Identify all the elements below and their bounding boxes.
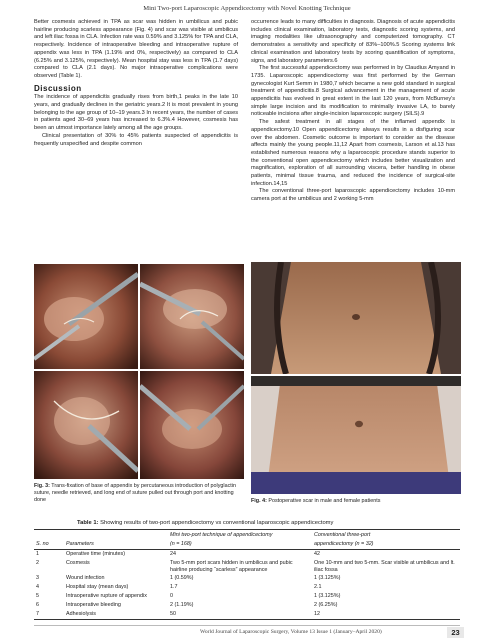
left-column — [34, 19, 238, 148]
cell-cla: 12 — [312, 610, 460, 619]
fig4-caption — [251, 498, 461, 505]
header-tpa: Mini two-port technique of appendicectomy — [168, 530, 312, 540]
cell-cla: 42 — [314, 550, 320, 557]
fig4-photo-male — [251, 262, 461, 374]
cell-sno: 7 — [34, 610, 64, 619]
fig4-photo-female — [251, 376, 461, 494]
cell-tpa: 1 (0.59%) — [170, 575, 194, 582]
cell-param: Operative time (minutes) — [66, 550, 126, 557]
cell-cla: One 10-mm and two 5-mm. Scar visible at umbilicus and lt. iliac fossa — [314, 559, 455, 573]
fig3-caption — [34, 483, 244, 504]
cell-param: Intraoperative bleeding — [66, 602, 121, 609]
cell-cla: 1 (3.125%) — [314, 593, 341, 600]
cell-tpa: Two 5-mm port scars hidden in umbilicus and pubic hairline producing “scarless” appearance — [170, 559, 293, 573]
header-param: Parameters — [64, 540, 168, 549]
table-header-row — [34, 540, 460, 549]
table-row — [34, 583, 460, 592]
table-row — [34, 549, 460, 558]
footer-divider — [34, 625, 460, 626]
fig4-caption-label: Fig. 4: — [251, 498, 267, 504]
table-row — [34, 601, 460, 610]
fig3-photo-top-left — [34, 264, 138, 369]
cell-tpa: 2 (1.19%) — [170, 602, 194, 609]
header-cla: Conventional three-port — [312, 530, 460, 540]
cell-param: Adhesiolysis — [64, 610, 168, 619]
cell-param: Wound infection — [66, 575, 105, 582]
cell-sno: 1 — [36, 550, 39, 557]
results-table — [34, 529, 460, 620]
cell-sno: 2 — [36, 559, 39, 566]
header-sno: S. no — [34, 540, 64, 549]
cell-param: Intraoperative rupture of appendix — [66, 593, 147, 600]
table-header-row — [34, 530, 460, 540]
cell-param: Cosmesis — [66, 559, 90, 566]
right-paragraph-1: occurrence leads to many difficulties in diagnosis. Diagnosis of acute appendicitis includes clinical examination, laboratory tests, diagnostic scoring systems, and imaging modalities like ultrasonography and computerized tomography. CT demonstrates a sensitivity and specificity of 83%–100%.5 Scoring systems link clinical examination and laboratory tests by scoring quantification of symptoms, signs, and laboratory parameters.6 — [251, 19, 455, 64]
cell-sno: 5 — [36, 593, 39, 600]
cell-tpa: 1.7 — [170, 584, 178, 591]
right-column — [251, 19, 455, 204]
footer-journal: World Journal of Laparoscopic Surgery, Volume 13 Issue 1 (January–April 2020) — [200, 629, 382, 635]
fig3-photo-top-right — [140, 264, 244, 369]
right-paragraph-2: The first successful appendicectomy was performed in by Claudius Amyand in 1735. Laparoscopic appendicectomy was first performed by the German gynecologist Kurt Semm in 1980,7 which became a new gold standard in surgical treatment of appendicitis.8 Surgical advancement in the management of acute appendicitis has evolved in great extent in the last 120 years, from McBurney's simple large incision and its modification to minimally invasive LA, to barely noticeable incisions after single-incision laparoscopic surgery (SILS).9 — [251, 65, 455, 118]
fig3-photo-bottom-right — [140, 371, 244, 479]
table-title — [77, 520, 333, 526]
left-paragraph-1: Better cosmesis achieved in TPA as scar was hidden in umbilicus and pubic hairline producing scarless appearance (Fig. 4) and scar was visible at umbilicus and left iliac fossa in CLA. Infection rate was 0.59% and 3.125% for TPA and CLA, respectively. Incidence of intraoperative bleeding and intraoperative rupture of appendix was less in TPA (1.19% and 0%, respectively) as compared to CLA (6.25% and 3.125%, respectively). Mean hospital stay was less in TPA (1.7 days) compared to CLA (2.1 days). No major intraoperative complications were observed (Table 1). — [34, 19, 238, 79]
right-paragraph-4: The conventional three-port laparoscopic appendicectomy includes 10-mm camera port at the umbilicus and 2 working 5-mm — [251, 188, 455, 203]
cell-sno: 6 — [36, 602, 39, 609]
header-empty-1 — [34, 530, 64, 540]
cell-tpa: 24 — [170, 550, 176, 557]
header-empty-2 — [64, 530, 168, 540]
table-row — [34, 610, 460, 619]
cell-cla: 2.1 — [314, 584, 322, 591]
left-paragraph-3: Clinical presentation of 30% to 45% patients suspected of appendicitis is frequently unspecified and despite common — [34, 132, 238, 147]
header-cla-n: appendicectomy (n = 32) — [312, 540, 460, 549]
fig3-caption-label: Fig. 3: — [34, 483, 50, 489]
table-row — [34, 559, 460, 575]
section-heading-discussion: Discussion — [34, 83, 82, 93]
right-paragraph-3: The safest treatment in all stages of the inflamed appendix is appendicectomy.10 Open appendicectomy always results in a disfiguring scar over the abdomen. Cosmetic outcome is important to consider as the disease affects mainly the young people.11,12 Apart from cosmesis, Larson et al.13 has established numerous reasons why a laparoscopic procedure stands superior to the conventional open appendicectomy which includes better visualization and magnification, exploration of all surrounding viscera, better handling in obese patients, minimal tissue trauma, and reduced the incidence of surgical-site infection.14,15 — [251, 119, 455, 187]
cell-sno: 3 — [36, 575, 39, 582]
table-row — [34, 592, 460, 601]
table-row — [34, 574, 460, 583]
table-label: Table 1: — [77, 520, 99, 526]
table-title-text: Showing results of two-port appendicectomy vs conventional laparoscopic appendicectomy — [100, 520, 334, 526]
running-head: Mini Two-port Laparoscopic Appendicectomy with Novel Knotting Technique — [143, 5, 351, 12]
header-tpa-n: (n = 168) — [168, 540, 312, 549]
left-paragraph-2: The incidence of appendicitis gradually rises from birth,1 peaks in the late 10 years, and gradually declines in the geriatric years.2 It is most prevalent in young belonging to the age group of 10–19 years.3 In recent years, the number of cases in patients aged 30–69 years has increased to 6.3%.4 However, cosmesis has been an utmost importance lately among all the age groups. — [34, 94, 238, 132]
cell-tpa: 0 — [170, 593, 173, 600]
cell-cla: 2 (6.25%) — [314, 602, 338, 609]
fig3-photo-bottom-left — [34, 371, 138, 479]
cell-cla: 1 (3.125%) — [314, 575, 341, 582]
fig3-caption-text: Trans-fixation of base of appendix by percutaneous introduction of polyglactin suture, needle retrieved, and long end of suture pulled out through port and knotting done — [34, 483, 236, 503]
cell-tpa: 50 — [168, 610, 312, 619]
cell-param: Hospital stay (mean days) — [66, 584, 129, 591]
cell-sno: 4 — [36, 584, 39, 591]
page-number: 23 — [447, 627, 464, 638]
fig4-caption-text: Postoperative scar in male and female patients — [268, 498, 381, 504]
